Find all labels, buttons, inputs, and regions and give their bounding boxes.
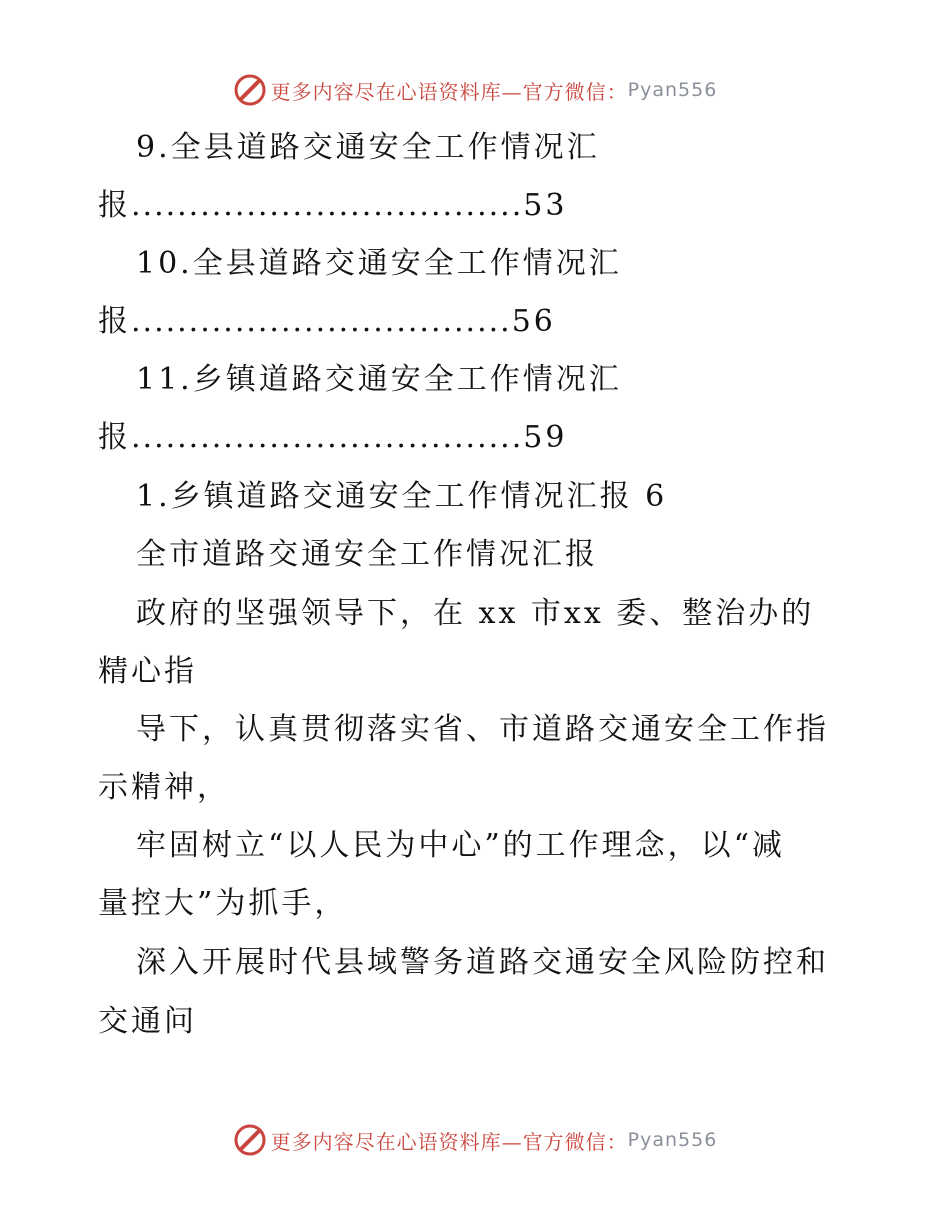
paragraph-line: 政府的坚强领导下，在 xx 市xx 委、整治办的 [136,596,815,631]
watermark-text: 更多内容尽在心语资料库—官方微信： [270,79,628,104]
toc-entry-title: 9.全县道路交通安全工作情况汇 [136,130,600,165]
paragraph-line: 深入开展时代县域警务道路交通安全风险防控和 [136,945,829,980]
toc-leader: .................................. [131,188,524,223]
toc-entry-continuation [98,418,567,458]
watermark-brand: Pyan556 [627,1129,718,1151]
paragraph-line: 示精神， [98,770,230,805]
watermark-brand: Pyan556 [627,79,718,101]
toc-leader: ................................. [131,304,512,339]
toc-entry-inline: 1.乡镇道路交通安全工作情况汇报 6 [136,479,668,514]
toc-entry-title: 11.乡镇道路交通安全工作情况汇 [136,362,622,397]
toc-entry-continuation [98,186,567,226]
document-title: 全市道路交通安全工作情况汇报 [136,537,598,572]
toc-cont-text: 报 [98,420,131,455]
footer-watermark [0,1120,950,1160]
toc-cont-text: 报 [98,188,131,223]
paragraph-line: 量控大”为抓手， [98,886,348,921]
toc-entry-title: 10.全县道路交通安全工作情况汇 [136,246,622,281]
toc-cont-text: 报 [98,304,131,339]
toc-entry-continuation [98,302,556,342]
paragraph-line: 牢固树立“以人民为中心”的工作理念，以“减 [136,828,786,863]
toc-page-number: 56 [511,304,556,339]
header-watermark [0,70,950,110]
pen-logo-icon [233,1123,267,1157]
paragraph-line: 精心指 [98,654,197,689]
watermark-text: 更多内容尽在心语资料库—官方微信： [270,1129,628,1154]
toc-page-number: 53 [523,188,568,223]
toc-page-number: 59 [523,420,568,455]
pen-logo-icon [233,73,267,107]
toc-leader: .................................. [131,420,524,455]
paragraph-line: 交通问 [98,1004,197,1039]
paragraph-line: 导下，认真贯彻落实省、市道路交通安全工作指 [136,712,829,747]
